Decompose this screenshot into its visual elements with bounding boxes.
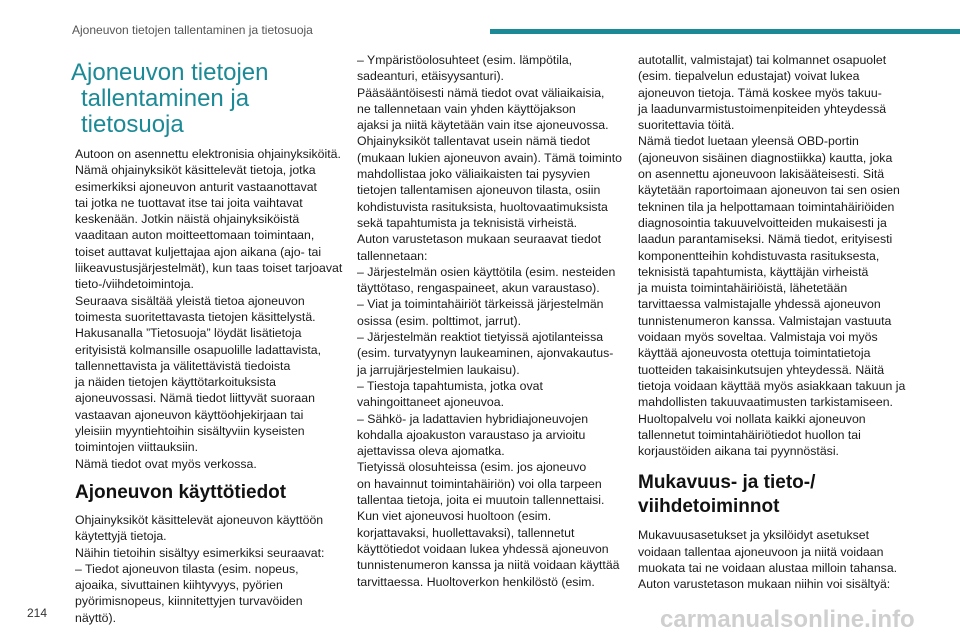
text-line: tarvittaessa valmistajalle yhdessä ajoneuvon bbox=[638, 297, 881, 312]
text-line: tarvittaessa. Huoltoverkon henkilöstö (esim. bbox=[357, 574, 595, 589]
column-1 bbox=[71, 59, 343, 626]
text-line: tunnistenumeron kanssa. Valmistajan vastuuta bbox=[638, 313, 892, 328]
text-line: vahingoittaneet ajoneuvoa. bbox=[357, 395, 504, 410]
text-line: käytettyjä tietoja. bbox=[75, 529, 167, 544]
text-line: vaaditaan auton moitteettomaan toimintaan, bbox=[75, 228, 315, 243]
text-line: liikeavustusjärjestelmät), kun taas toiset tarjoavat bbox=[75, 261, 343, 276]
text-line: keskenään. Jotkin näistä ohjainyksiköistä bbox=[75, 212, 300, 227]
text-line: laadun parantamiseksi. Nämä tiedot, erityisesti bbox=[638, 232, 893, 247]
text-line: ja laadunvarmistustoimenpiteiden yhteydessä bbox=[638, 101, 887, 116]
text-line: Nämä tiedot ovat myös verkossa. bbox=[75, 456, 257, 471]
text-line: Seuraava sisältää yleistä tietoa ajoneuvon bbox=[75, 293, 305, 308]
text-line: voidaan myös soveltaa. Valmistaja voi myös bbox=[638, 330, 878, 345]
page-title-line-1: Ajoneuvon tietojen bbox=[71, 59, 269, 86]
text-line: näyttö). bbox=[75, 610, 117, 625]
page-title bbox=[71, 60, 343, 138]
text-line: Mukavuusasetukset ja yksilöidyt asetukset bbox=[638, 528, 870, 543]
column-3 bbox=[638, 52, 906, 593]
text-line: ajoneuvon tietoja. Tämä koskee myös takuu- bbox=[638, 85, 882, 100]
text-line: erityisistä kolmansille osapuolille ladattavista, bbox=[75, 342, 322, 357]
text-line: Hakusanalla ”Tietosuoja” löydät lisätietoja bbox=[75, 326, 302, 341]
text-line: ajaksi ja niitä käytetään vain itse ajoneuvossa. bbox=[357, 118, 609, 133]
text-line: mahdollisten takuuvaatimusten tarkistamiseen. bbox=[638, 395, 893, 410]
text-line: tallennetut toimintahäiriötiedot huollon tai bbox=[638, 427, 861, 442]
text-line: Ohjainyksiköt tallentavat usein nämä tiedot bbox=[357, 134, 591, 149]
text-line: Näihin tietoihin sisältyy esimerkiksi seuraavat: bbox=[75, 545, 325, 560]
text-line: korjaustöiden aikana tai pyynnöstäsi. bbox=[638, 444, 839, 459]
text-line: on asennettu ajoneuvoon lakisääteisesti. Sitä bbox=[638, 167, 885, 182]
text-line: Kun viet ajoneuvosi huoltoon (esim. bbox=[357, 509, 552, 524]
text-line: – Järjestelmän osien käyttötila (esim. nesteiden bbox=[357, 264, 616, 279]
text-line: – Ympäristöolosuhteet (esim. lämpötila, bbox=[357, 53, 573, 67]
text-line: kohdalla ajoakuston varaustaso ja arvioitu bbox=[357, 427, 586, 442]
text-line: (ajoneuvon sisäinen diagnostiikka) kautta, joka bbox=[638, 150, 893, 165]
comfort-paragraph bbox=[638, 527, 906, 592]
text-line: tallennetaan: bbox=[357, 248, 428, 263]
text-line: tieto-/viihdetoimintoja. bbox=[75, 277, 194, 292]
text-line: kohdistuvista rasituksista, huoltovaatimuksista bbox=[357, 199, 608, 214]
text-line: teknisistä tapahtumista, käyttäjän virheistä bbox=[638, 264, 869, 279]
text-line: sadeanturi, etäisyysanturi). bbox=[357, 69, 504, 84]
text-line: Ohjainyksiköt käsittelevät ajoneuvon käyttöön bbox=[75, 512, 324, 527]
text-line: käytetään raportoimaan ajoneuvon tai sen osien bbox=[638, 183, 900, 198]
text-line: (mukaan lukien ajoneuvon avain). Tämä toiminto bbox=[357, 150, 622, 165]
text-line: tunnistenumeron kanssa ja niitä voidaan käyttää bbox=[357, 558, 620, 573]
text-line: ja näiden tietojen käyttötarkoituksista bbox=[75, 375, 276, 390]
text-line: ne tallennetaan vain yhden käyttöjakson bbox=[357, 101, 576, 116]
text-line: tuotteiden takaisinkutsujen yhteydessä. Näitä bbox=[638, 362, 885, 377]
text-line: on havainnut toimintahäiriön) voi olla tarpeen bbox=[357, 476, 602, 491]
text-line: käyttötiedot voidaan lukea yhdessä ajoneuvon bbox=[357, 541, 609, 556]
text-line: komponentteihin kohdistuvasta rasituksesta, bbox=[638, 248, 880, 263]
text-line: ajettavissa oleva ajomatka. bbox=[357, 444, 505, 459]
text-line: Nämä tiedot luetaan yleensä OBD-portin bbox=[638, 134, 859, 149]
column-2 bbox=[357, 52, 622, 590]
text-line: täyttötaso, rengaspaineet, akun varaustaso). bbox=[357, 281, 600, 296]
text-line: pyörimisnopeus, kiinnitettyjen turvavöiden bbox=[75, 594, 303, 609]
text-line: sekä tapahtumista ja teknisistä virheistä. bbox=[357, 215, 578, 230]
text-line: tietojen tallentamisen ajoneuvon tilasta, osiin bbox=[357, 183, 601, 198]
usage-data-paragraph bbox=[75, 512, 343, 626]
section-heading-comfort bbox=[638, 471, 906, 519]
text-line: vastaavan ajoneuvon käyttöohjekirjaan tai bbox=[75, 407, 304, 422]
text-line: (esim. tiepalvelun edustajat) voivat lukea bbox=[638, 69, 860, 84]
intro-paragraph bbox=[75, 146, 343, 472]
section-heading-comfort-line-2: viihdetoiminnot bbox=[638, 496, 780, 518]
text-line: – Sähkö- ja ladattavien hybridiajoneuvojen bbox=[357, 411, 589, 426]
text-line: (esim. turvatyynyn laukeaminen, ajonvakautus- bbox=[357, 346, 614, 361]
text-line: tietoja voidaan käyttää myös asiakkaan takuun ja bbox=[638, 378, 906, 393]
text-line: tekninen tila ja helpottamaan toimintahäiriöiden bbox=[638, 199, 895, 214]
text-line: diagnosointia takuuvelvoitteiden mukaisesti ja bbox=[638, 215, 887, 230]
text-line: esimerkiksi ajoneuvon anturit vastaanottavat bbox=[75, 179, 317, 194]
text-line: autotallit, valmistajat) tai kolmannet osapuolet bbox=[638, 53, 887, 67]
text-line: mahdollistaa joko väliaikaisten tai pysyvien bbox=[357, 167, 591, 182]
column-3-text bbox=[638, 52, 906, 459]
text-line: Auton varustetason mukaan niihin voi sisältyä: bbox=[638, 577, 891, 592]
text-line: tallennettavista ja välitettävistä tiedoista bbox=[75, 358, 291, 373]
text-line: – Tiestoja tapahtumista, jotka ovat bbox=[357, 378, 543, 393]
text-line: tai jotka ne tuottavat itse tai joita vaihtavat bbox=[75, 195, 303, 210]
text-line: – Tiedot ajoneuvon tilasta (esim. nopeus, bbox=[75, 561, 299, 576]
text-line: käyttää ajoneuvosta otettuja toimintatietoja bbox=[638, 346, 871, 361]
text-line: Tietyissä olosuhteissa (esim. jos ajoneuvo bbox=[357, 460, 587, 475]
section-heading-usage-data: Ajoneuvon käyttötiedot bbox=[75, 481, 287, 503]
section-heading-comfort-line-1: Mukavuus- ja tieto-/ bbox=[638, 472, 816, 494]
text-line: Autoon on asennettu elektronisia ohjainyksiköitä. bbox=[75, 147, 341, 161]
text-line: yleisiin myyntiehtoihin sisältyviin kyseisten bbox=[75, 424, 305, 439]
page-title-line-2: tallentaminen ja tietosuoja bbox=[81, 85, 250, 138]
text-line: Pääsääntöisesti nämä tiedot ovat väliaikaisia, bbox=[357, 85, 605, 100]
watermark: carmanualsonline.info bbox=[660, 606, 915, 633]
text-line: toiset auttavat kuljettajaa ajon aikana (ajo- tai bbox=[75, 244, 322, 259]
text-line: Huoltopalvelu voi nollata kaikki ajoneuvon bbox=[638, 411, 866, 426]
text-line: – Järjestelmän reaktiot tietyissä ajotilanteissa bbox=[357, 330, 604, 345]
text-line: suoritettavia töitä. bbox=[638, 118, 735, 133]
page-number: 214 bbox=[27, 606, 48, 620]
text-line: toimintojen viittauksiin. bbox=[75, 440, 199, 455]
header-accent-bar bbox=[490, 29, 960, 34]
text-line: Nämä ohjainyksiköt käsittelevät tietoja, jotka bbox=[75, 163, 316, 178]
running-header: Ajoneuvon tietojen tallentaminen ja tietosuoja bbox=[72, 23, 313, 37]
text-line: – Viat ja toimintahäiriöt tärkeissä järjestelmän bbox=[357, 297, 604, 312]
text-line: ajoaika, sivuttainen kiihtyvyys, pyörien bbox=[75, 578, 283, 593]
text-line: muokata tai ne voidaan alustaa milloin tahansa. bbox=[638, 561, 898, 576]
text-line: voidaan tallentaa ajoneuvoon ja niitä voidaan bbox=[638, 544, 884, 559]
column-2-text bbox=[357, 52, 622, 590]
text-line: Auton varustetason mukaan seuraavat tiedot bbox=[357, 232, 602, 247]
text-line: ja muista toimintahäiriöistä, lähetetään bbox=[638, 281, 848, 296]
text-line: toimesta suoritettavasta tietojen käsittelystä. bbox=[75, 309, 316, 324]
text-line: ajoneuvossasi. Nämä tiedot liittyvät suoraan bbox=[75, 391, 315, 406]
text-line: ja jarrujärjestelmien laukaisu). bbox=[357, 362, 520, 377]
text-line: tallentaa tietoja, joita ei muutoin tallennettaisi. bbox=[357, 493, 605, 508]
text-line: osissa (esim. polttimot, jarrut). bbox=[357, 313, 521, 328]
text-line: korjattavaksi, huollettavaksi), tallennetut bbox=[357, 525, 575, 540]
